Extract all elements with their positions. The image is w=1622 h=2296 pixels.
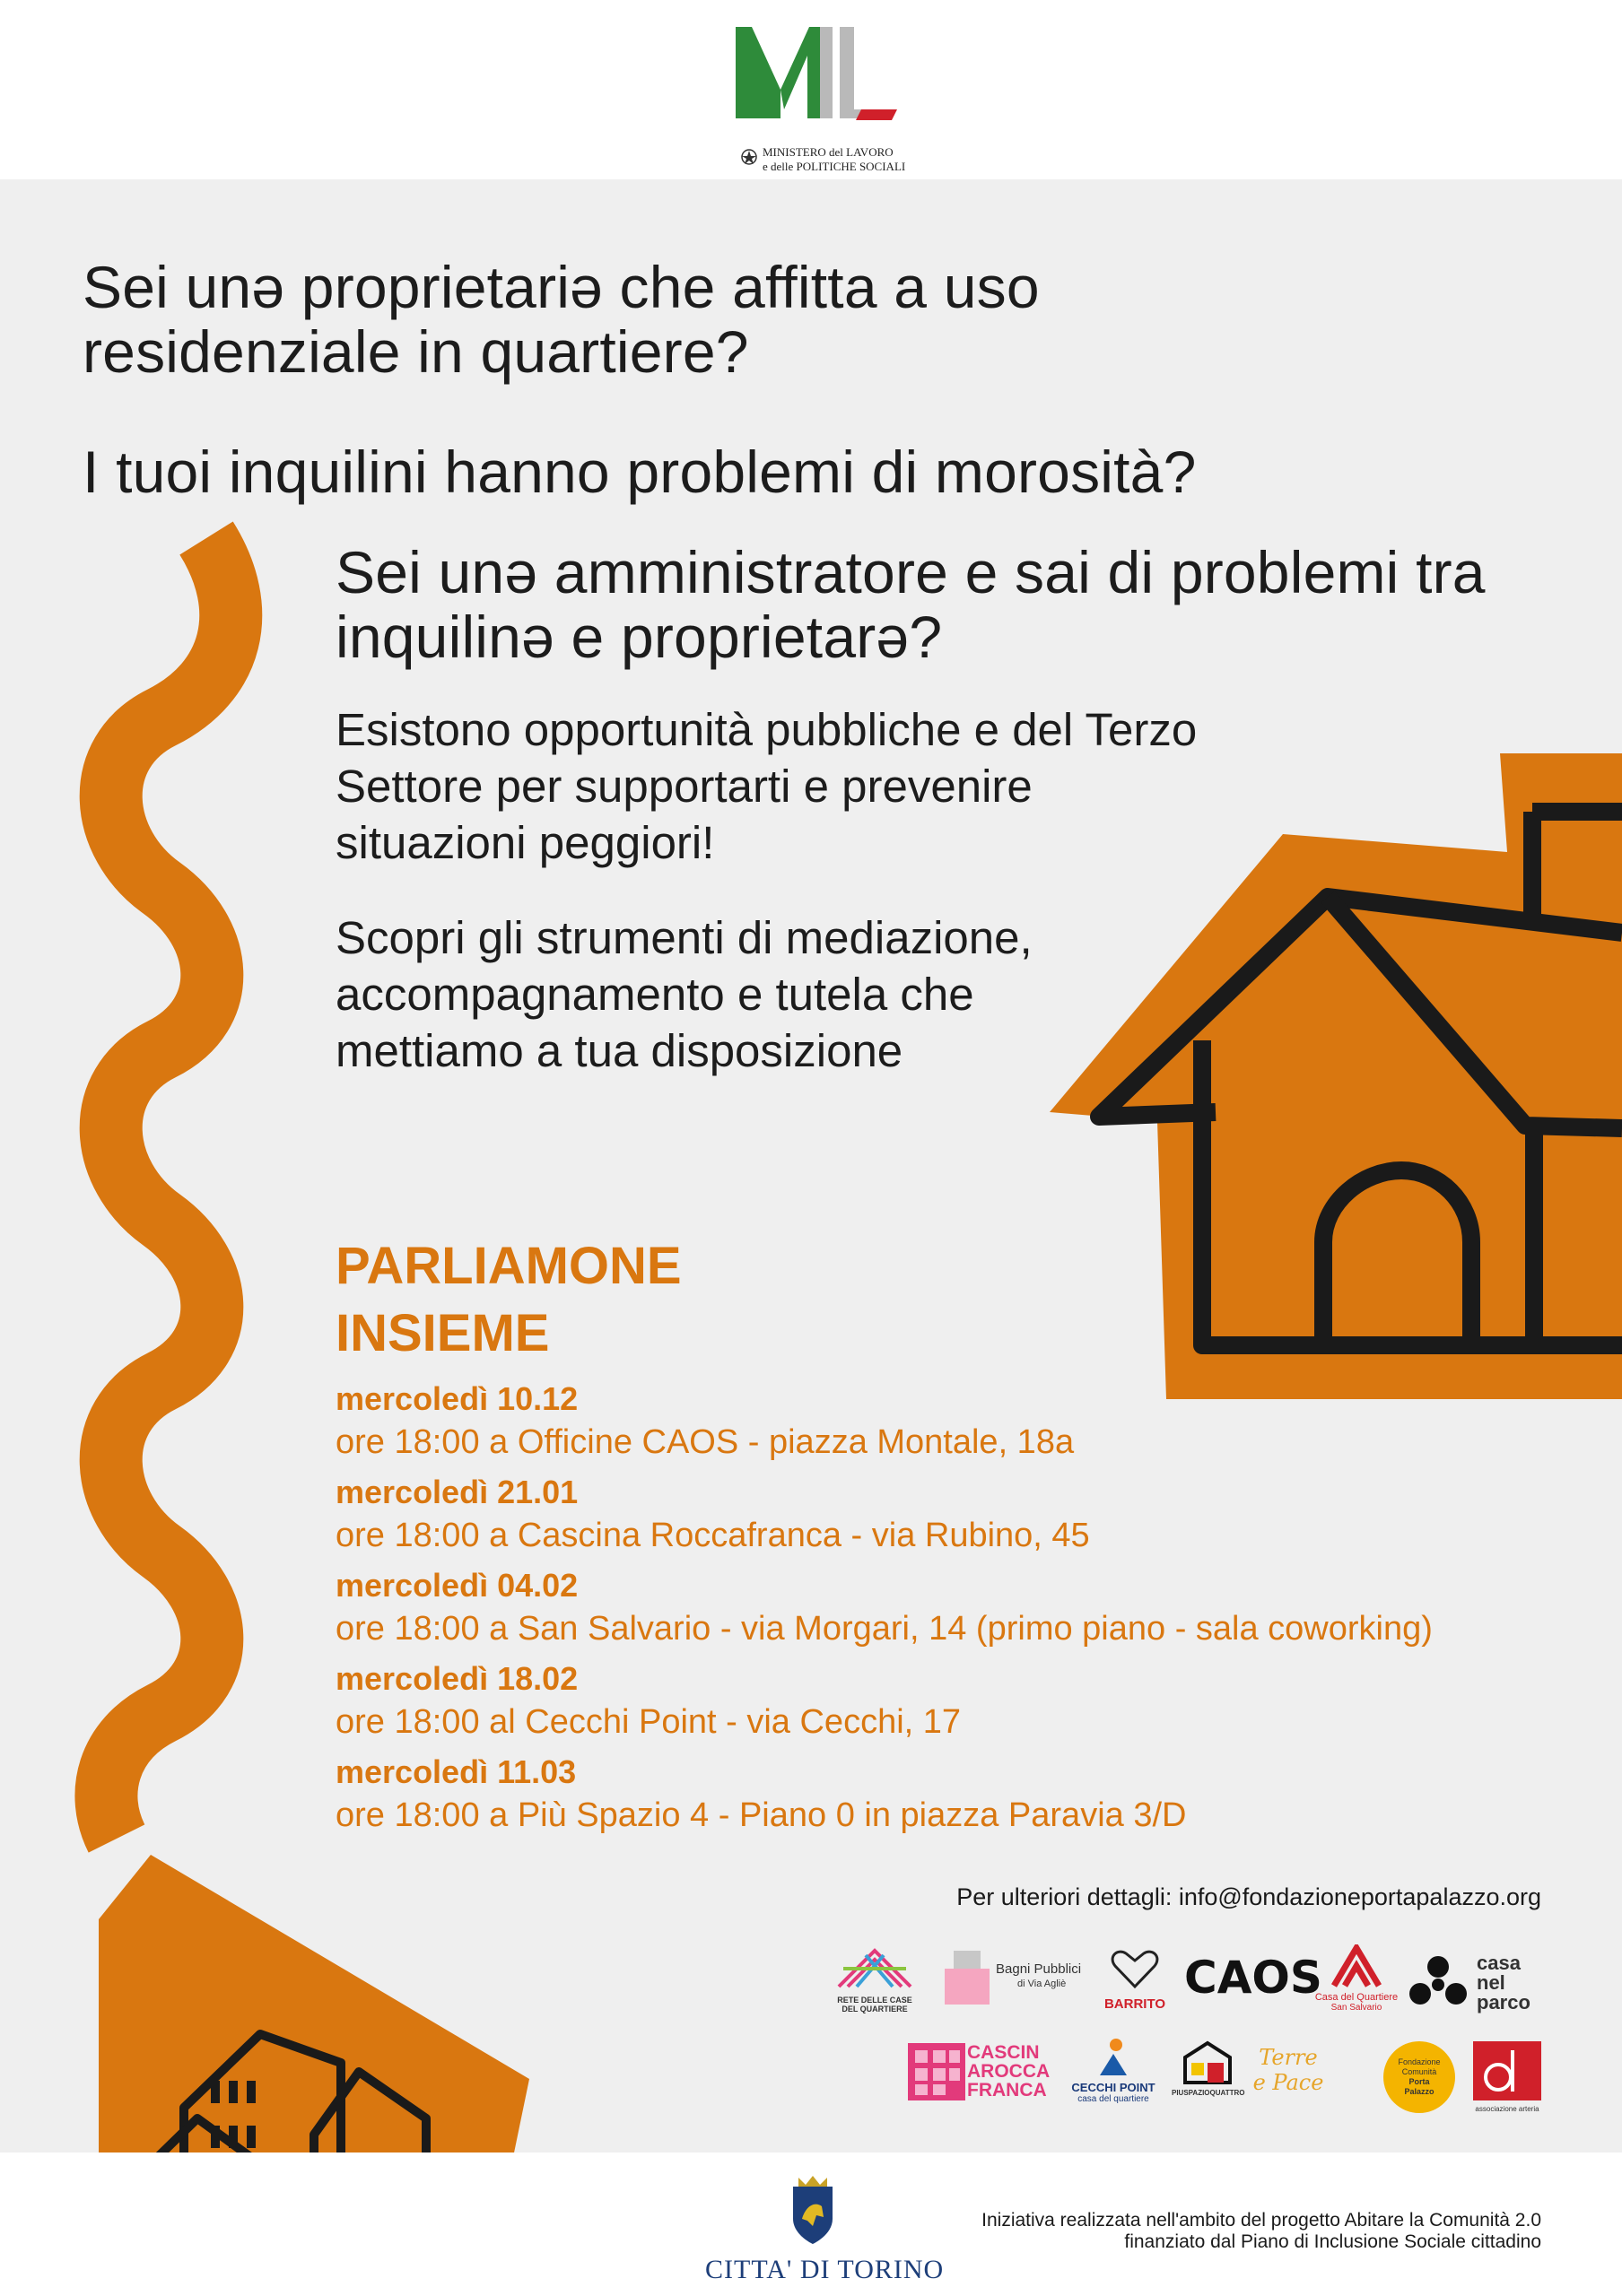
bagni-title: Bagni Pubblici <box>996 1961 1082 1977</box>
cnp-line3: parco <box>1477 1991 1530 2013</box>
event-details: ore 18:00 a Officine CAOS - piazza Montale, 18a <box>336 1423 1075 1461</box>
cnp-line1: casa <box>1477 1952 1521 1974</box>
ministry-line2: e delle POLITICHE SOCIALI <box>763 160 906 173</box>
headline-line1: PARLIAMONE <box>336 1237 682 1295</box>
question-landlord: Sei unə proprietariə che affitta a uso residenziale in quartiere? <box>83 254 1040 385</box>
casa-nel-parco-label <box>1477 1953 1530 2013</box>
heart-icon <box>1108 1946 1162 1991</box>
events-list <box>336 1379 1591 1846</box>
piuspazio-label: PIUSPAZIOQUATTRO <box>1172 2089 1245 2097</box>
cecchi-icon <box>1091 2038 1136 2077</box>
headline <box>336 1232 1053 1367</box>
caos-label: CAOS <box>1184 1952 1322 2004</box>
fondazione-line1: Fondazione <box>1398 2057 1441 2066</box>
logo-barrito <box>1103 1946 1166 2013</box>
logo-rete-case-quartiere <box>834 1946 915 2013</box>
event-details: ore 18:00 a Più Spazio 4 - Piano 0 in piazza Paravia 3/D <box>336 1796 1187 1834</box>
initiative-line1: Iniziativa realizzata nell'ambito del progetto Abitare la Comunità 2.0 <box>981 2210 1541 2231</box>
fondazione-line3: Porta <box>1408 2077 1430 2086</box>
event-date: mercoledì 18.02 <box>336 1660 579 1697</box>
wavy-ribbon-icon <box>106 538 231 1839</box>
arteria-icon <box>1473 2041 1541 2100</box>
logo-fondazione-porta-palazzo <box>1383 2041 1455 2113</box>
event-item <box>336 1566 1591 1652</box>
barrito-label: BARRITO <box>1103 1996 1166 2012</box>
terre-line2: e Pace <box>1252 2070 1324 2095</box>
fondazione-line4: Palazzo <box>1404 2087 1435 2096</box>
casa-nel-parco-icon <box>1407 1953 1469 2016</box>
cecchi-sub: casa del quartiere <box>1077 2094 1149 2104</box>
cascina-icon <box>908 2043 965 2100</box>
event-details: ore 18:00 a Cascina Roccafranca - via Rubino, 45 <box>336 1517 1090 1554</box>
event-item <box>336 1473 1591 1559</box>
cascina-label <box>967 2043 1050 2100</box>
casa-quartiere-icon <box>1325 1944 1388 1987</box>
casa-quartiere-sub: San Salvario <box>1330 2003 1382 2013</box>
event-date: mercoledì 04.02 <box>336 1567 579 1604</box>
cecchi-label: CECCHI POINT <box>1071 2081 1155 2094</box>
bagni-icon <box>940 1946 994 2009</box>
event-details: ore 18:00 al Cecchi Point - via Cecchi, 17 <box>336 1703 962 1741</box>
logo-cascina-roccafranca <box>908 2043 1051 2106</box>
event-details: ore 18:00 a San Salvario - via Morgari, 14 (primo piano - sala coworking) <box>336 1610 1433 1648</box>
opportunities-text: Esistono opportunità pubbliche e del Terzo Settore per supportarti e prevenire situazioni peggiori! <box>336 704 1198 868</box>
piuspazio-icon <box>1181 2039 1234 2084</box>
event-item <box>336 1659 1591 1745</box>
logo-piuspazioquattro <box>1172 2039 1243 2098</box>
question-tenants: I tuoi inquilini hanno problemi di morosità? <box>83 439 1197 505</box>
fondazione-line2: Comunità <box>1401 2067 1437 2076</box>
event-date: mercoledì 21.01 <box>336 1474 579 1510</box>
torino-crest-icon <box>786 2174 840 2246</box>
headline-line2: INSIEME <box>336 1304 550 1362</box>
logo-casa-quartiere-san-salvario <box>1312 1944 1401 2013</box>
cnp-line2: nel <box>1477 1971 1505 1994</box>
cascina-line3: FRANCA <box>967 2080 1047 2100</box>
rete-label: RETE DELLE CASE DEL QUARTIERE <box>837 1996 912 2013</box>
event-date: mercoledì 10.12 <box>336 1380 579 1417</box>
terre-line1: Terre <box>1259 2045 1318 2070</box>
rete-icon <box>834 1946 915 1991</box>
city-name: CITTA' DI TORINO <box>705 2255 945 2284</box>
arteria-label: associazione arteria <box>1475 2105 1539 2113</box>
tools-text: Scopri gli strumenti di mediazione, accompagnamento e tutela che mettiamo a tua disposizione <box>336 912 1033 1076</box>
event-date: mercoledì 11.03 <box>336 1753 577 1790</box>
cascina-line1: CASCIN <box>967 2042 1040 2063</box>
initiative-line2: finanziato dal Piano di Inclusione Sociale cittadino <box>1124 2231 1541 2252</box>
event-item <box>336 1379 1591 1465</box>
logo-caos <box>1184 1946 1322 2009</box>
bagni-sub: di Via Agliè <box>1017 1979 1067 1989</box>
initiative-note <box>913 2210 1541 2253</box>
logo-terre-pace <box>1252 2045 1324 2095</box>
casa-quartiere-label: Casa del Quartiere <box>1314 1992 1399 2003</box>
event-item <box>336 1752 1591 1839</box>
logo-arteria <box>1471 2041 1543 2114</box>
logo-cecchi-point <box>1064 2038 1163 2105</box>
contact-info[interactable]: Per ulteriori dettagli: info@fondazioneportapalazzo.org <box>956 1883 1541 1910</box>
cascina-line2: AROCCA <box>967 2061 1051 2082</box>
question-administrator: Sei unə amministratore e sai di problemi tra inquilinə e proprietarə? <box>336 539 1486 670</box>
ministry-line1: MINISTERO del LAVORO <box>763 145 894 159</box>
